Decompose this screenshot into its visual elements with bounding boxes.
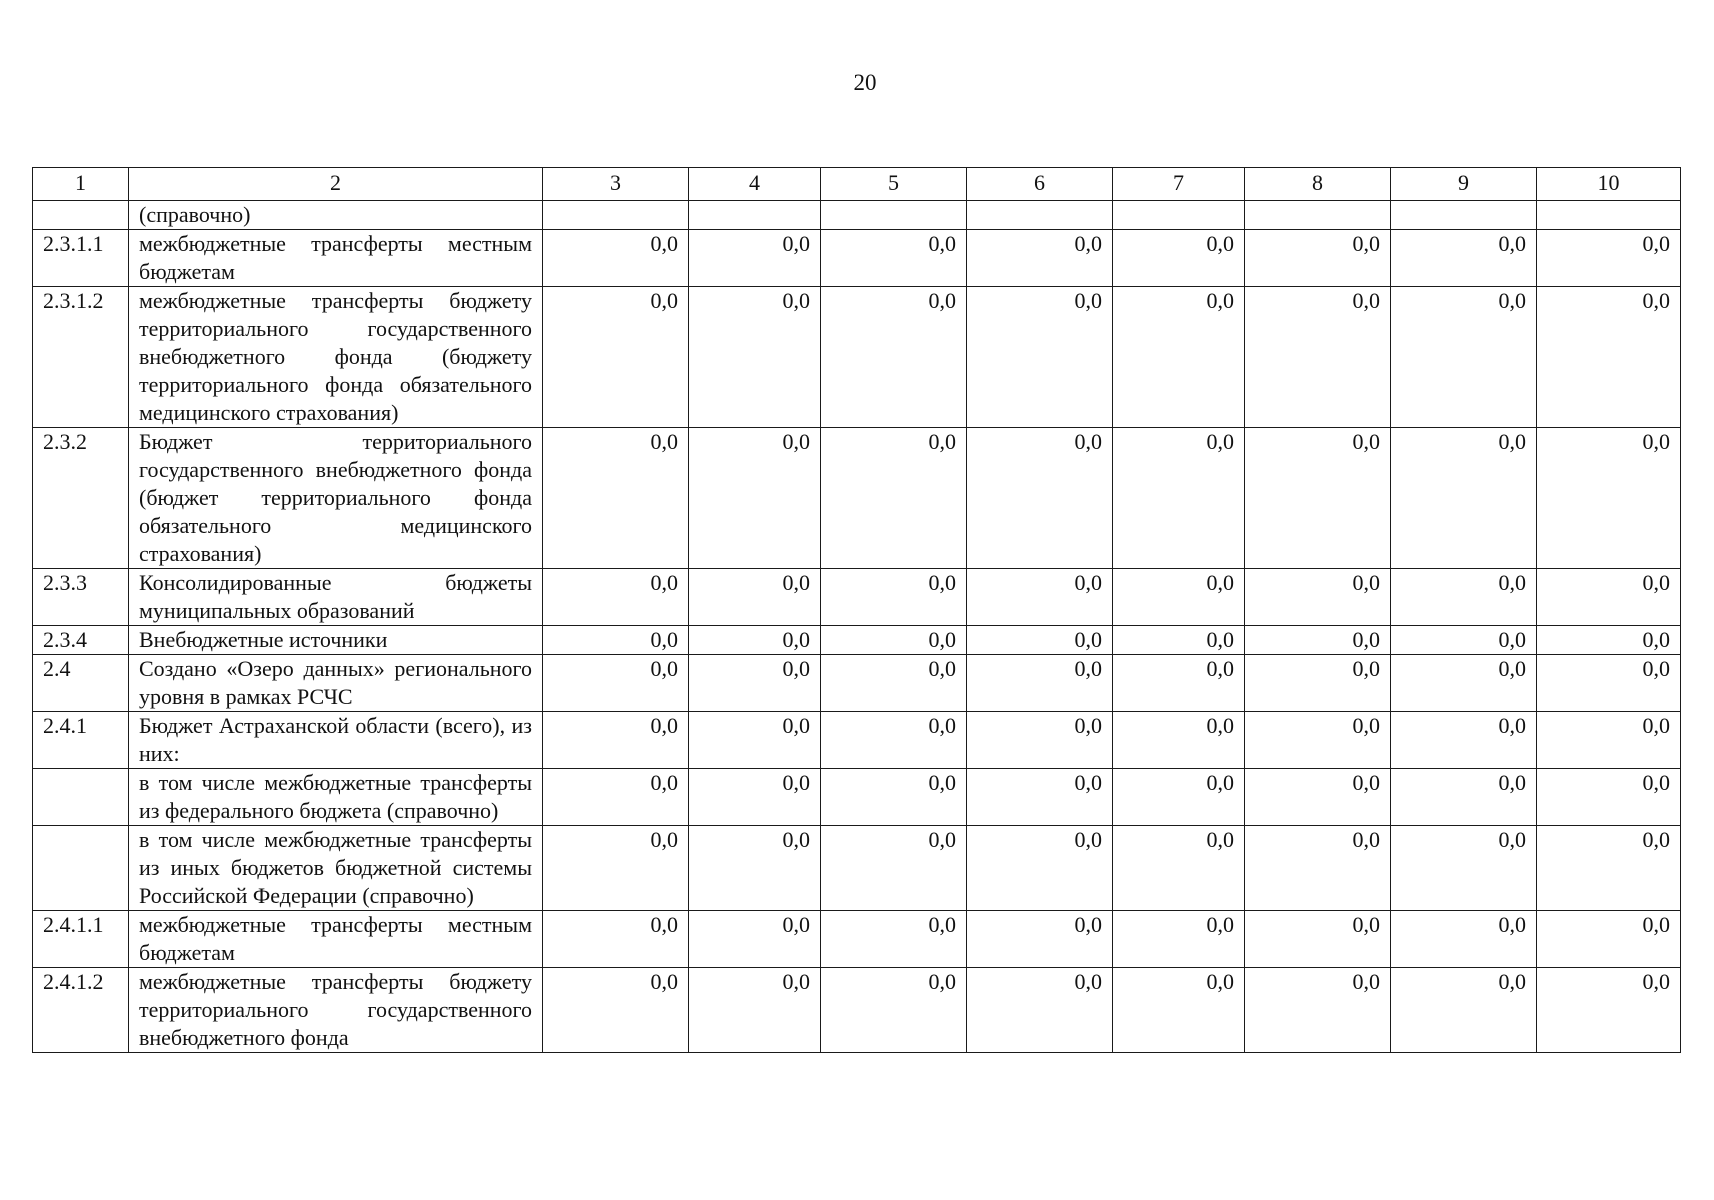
value-cell bbox=[689, 201, 821, 230]
row-number-cell bbox=[33, 826, 129, 911]
value-cell: 0,0 bbox=[1113, 230, 1245, 287]
value-cell: 0,0 bbox=[1245, 626, 1391, 655]
value-cell: 0,0 bbox=[821, 569, 967, 626]
column-header: 9 bbox=[1391, 168, 1537, 201]
value-cell: 0,0 bbox=[967, 968, 1113, 1053]
table-row bbox=[33, 712, 1681, 769]
value-cell: 0,0 bbox=[821, 968, 967, 1053]
column-header: 10 bbox=[1537, 168, 1681, 201]
value-cell: 0,0 bbox=[1537, 230, 1681, 287]
value-cell: 0,0 bbox=[1391, 626, 1537, 655]
row-description-cell: Консолидированные бюджеты муниципальных образований bbox=[129, 569, 543, 626]
value-cell: 0,0 bbox=[821, 230, 967, 287]
row-number-cell bbox=[33, 769, 129, 826]
row-number-cell: 2.4 bbox=[33, 655, 129, 712]
value-cell: 0,0 bbox=[1245, 769, 1391, 826]
row-description-cell: в том числе межбюджетные трансферты из федерального бюджета (справочно) bbox=[129, 769, 543, 826]
value-cell: 0,0 bbox=[967, 428, 1113, 569]
value-cell: 0,0 bbox=[821, 826, 967, 911]
value-cell: 0,0 bbox=[689, 626, 821, 655]
row-description-cell: (справочно) bbox=[129, 201, 543, 230]
value-cell: 0,0 bbox=[689, 428, 821, 569]
table-row bbox=[33, 230, 1681, 287]
value-cell: 0,0 bbox=[967, 230, 1113, 287]
value-cell bbox=[1113, 201, 1245, 230]
value-cell: 0,0 bbox=[1537, 826, 1681, 911]
value-cell: 0,0 bbox=[1113, 769, 1245, 826]
value-cell: 0,0 bbox=[1245, 911, 1391, 968]
value-cell: 0,0 bbox=[1537, 911, 1681, 968]
header-row bbox=[33, 168, 1681, 201]
table-row bbox=[33, 911, 1681, 968]
table-row bbox=[33, 769, 1681, 826]
value-cell: 0,0 bbox=[689, 287, 821, 428]
column-header: 4 bbox=[689, 168, 821, 201]
table-row bbox=[33, 626, 1681, 655]
value-cell: 0,0 bbox=[967, 826, 1113, 911]
row-description-cell: Бюджет территориального государственного внебюджетного фонда (бюджет территориального фонда обязательного медицинского страхования) bbox=[129, 428, 543, 569]
value-cell: 0,0 bbox=[1391, 287, 1537, 428]
value-cell: 0,0 bbox=[821, 626, 967, 655]
value-cell bbox=[967, 201, 1113, 230]
row-number-cell: 2.3.1.2 bbox=[33, 287, 129, 428]
value-cell: 0,0 bbox=[1245, 826, 1391, 911]
row-description-cell: в том числе межбюджетные трансферты из иных бюджетов бюджетной системы Российской Федерации (справочно) bbox=[129, 826, 543, 911]
value-cell: 0,0 bbox=[543, 287, 689, 428]
column-header: 6 bbox=[967, 168, 1113, 201]
value-cell: 0,0 bbox=[1537, 626, 1681, 655]
value-cell: 0,0 bbox=[1113, 428, 1245, 569]
value-cell: 0,0 bbox=[1537, 569, 1681, 626]
value-cell: 0,0 bbox=[689, 230, 821, 287]
value-cell: 0,0 bbox=[967, 769, 1113, 826]
column-header: 8 bbox=[1245, 168, 1391, 201]
value-cell: 0,0 bbox=[689, 826, 821, 911]
value-cell: 0,0 bbox=[1537, 712, 1681, 769]
value-cell: 0,0 bbox=[1537, 769, 1681, 826]
value-cell: 0,0 bbox=[967, 626, 1113, 655]
table-row bbox=[33, 968, 1681, 1053]
value-cell: 0,0 bbox=[1537, 655, 1681, 712]
value-cell: 0,0 bbox=[543, 626, 689, 655]
value-cell: 0,0 bbox=[1113, 655, 1245, 712]
value-cell: 0,0 bbox=[689, 712, 821, 769]
row-description-cell: межбюджетные трансферты бюджету территориального государственного внебюджетного фонда (бюджету территориального фонда обязательного медицинского страхования) bbox=[129, 287, 543, 428]
value-cell: 0,0 bbox=[543, 968, 689, 1053]
value-cell bbox=[1391, 201, 1537, 230]
table-row bbox=[33, 201, 1681, 230]
row-description-cell: Бюджет Астраханской области (всего), из них: bbox=[129, 712, 543, 769]
value-cell: 0,0 bbox=[1391, 826, 1537, 911]
row-description-cell: межбюджетные трансферты местным бюджетам bbox=[129, 911, 543, 968]
value-cell: 0,0 bbox=[1245, 968, 1391, 1053]
value-cell bbox=[1245, 201, 1391, 230]
value-cell bbox=[543, 201, 689, 230]
table-row bbox=[33, 569, 1681, 626]
value-cell: 0,0 bbox=[1537, 287, 1681, 428]
page-number: 20 bbox=[853, 70, 877, 95]
value-cell: 0,0 bbox=[1245, 569, 1391, 626]
value-cell: 0,0 bbox=[1245, 428, 1391, 569]
table-header bbox=[33, 168, 1681, 201]
row-description-cell: Создано «Озеро данных» регионального уровня в рамках РСЧС bbox=[129, 655, 543, 712]
value-cell: 0,0 bbox=[1113, 968, 1245, 1053]
value-cell: 0,0 bbox=[689, 655, 821, 712]
row-description-cell: Внебюджетные источники bbox=[129, 626, 543, 655]
value-cell: 0,0 bbox=[1391, 911, 1537, 968]
value-cell: 0,0 bbox=[967, 911, 1113, 968]
value-cell: 0,0 bbox=[1391, 569, 1537, 626]
value-cell: 0,0 bbox=[1391, 769, 1537, 826]
value-cell: 0,0 bbox=[1391, 968, 1537, 1053]
budget-table bbox=[32, 167, 1681, 1053]
value-cell: 0,0 bbox=[543, 712, 689, 769]
value-cell: 0,0 bbox=[689, 911, 821, 968]
value-cell: 0,0 bbox=[543, 911, 689, 968]
row-number-cell: 2.3.1.1 bbox=[33, 230, 129, 287]
value-cell: 0,0 bbox=[821, 911, 967, 968]
value-cell: 0,0 bbox=[543, 428, 689, 569]
table-row bbox=[33, 655, 1681, 712]
value-cell: 0,0 bbox=[1113, 287, 1245, 428]
column-header: 5 bbox=[821, 168, 967, 201]
value-cell: 0,0 bbox=[689, 968, 821, 1053]
value-cell: 0,0 bbox=[543, 826, 689, 911]
value-cell: 0,0 bbox=[1113, 826, 1245, 911]
value-cell: 0,0 bbox=[1113, 911, 1245, 968]
table-row bbox=[33, 826, 1681, 911]
value-cell: 0,0 bbox=[967, 287, 1113, 428]
row-number-cell: 2.4.1.1 bbox=[33, 911, 129, 968]
table-row bbox=[33, 287, 1681, 428]
row-number-cell bbox=[33, 201, 129, 230]
value-cell: 0,0 bbox=[543, 655, 689, 712]
column-header: 2 bbox=[129, 168, 543, 201]
row-number-cell: 2.3.3 bbox=[33, 569, 129, 626]
column-header: 1 bbox=[33, 168, 129, 201]
row-number-cell: 2.3.2 bbox=[33, 428, 129, 569]
value-cell bbox=[1537, 201, 1681, 230]
row-description-cell: межбюджетные трансферты бюджету территориального государственного внебюджетного фонда bbox=[129, 968, 543, 1053]
value-cell: 0,0 bbox=[1537, 428, 1681, 569]
value-cell: 0,0 bbox=[1391, 655, 1537, 712]
value-cell: 0,0 bbox=[543, 769, 689, 826]
value-cell: 0,0 bbox=[1245, 230, 1391, 287]
value-cell: 0,0 bbox=[821, 712, 967, 769]
value-cell: 0,0 bbox=[821, 655, 967, 712]
row-description-cell: межбюджетные трансферты местным бюджетам bbox=[129, 230, 543, 287]
row-number-cell: 2.4.1.2 bbox=[33, 968, 129, 1053]
value-cell: 0,0 bbox=[1113, 626, 1245, 655]
value-cell: 0,0 bbox=[1113, 569, 1245, 626]
column-header: 3 bbox=[543, 168, 689, 201]
value-cell: 0,0 bbox=[543, 569, 689, 626]
value-cell: 0,0 bbox=[543, 230, 689, 287]
value-cell: 0,0 bbox=[967, 569, 1113, 626]
value-cell: 0,0 bbox=[821, 428, 967, 569]
table-body bbox=[33, 201, 1681, 1053]
value-cell: 0,0 bbox=[821, 287, 967, 428]
value-cell: 0,0 bbox=[967, 712, 1113, 769]
column-header: 7 bbox=[1113, 168, 1245, 201]
value-cell: 0,0 bbox=[1537, 968, 1681, 1053]
value-cell: 0,0 bbox=[1113, 712, 1245, 769]
table-row bbox=[33, 428, 1681, 569]
row-number-cell: 2.3.4 bbox=[33, 626, 129, 655]
value-cell: 0,0 bbox=[1391, 230, 1537, 287]
value-cell: 0,0 bbox=[1391, 712, 1537, 769]
value-cell: 0,0 bbox=[689, 769, 821, 826]
row-number-cell: 2.4.1 bbox=[33, 712, 129, 769]
value-cell: 0,0 bbox=[821, 769, 967, 826]
value-cell: 0,0 bbox=[689, 569, 821, 626]
value-cell: 0,0 bbox=[1245, 655, 1391, 712]
value-cell: 0,0 bbox=[1391, 428, 1537, 569]
value-cell: 0,0 bbox=[1245, 712, 1391, 769]
value-cell: 0,0 bbox=[967, 655, 1113, 712]
value-cell: 0,0 bbox=[1245, 287, 1391, 428]
value-cell bbox=[821, 201, 967, 230]
